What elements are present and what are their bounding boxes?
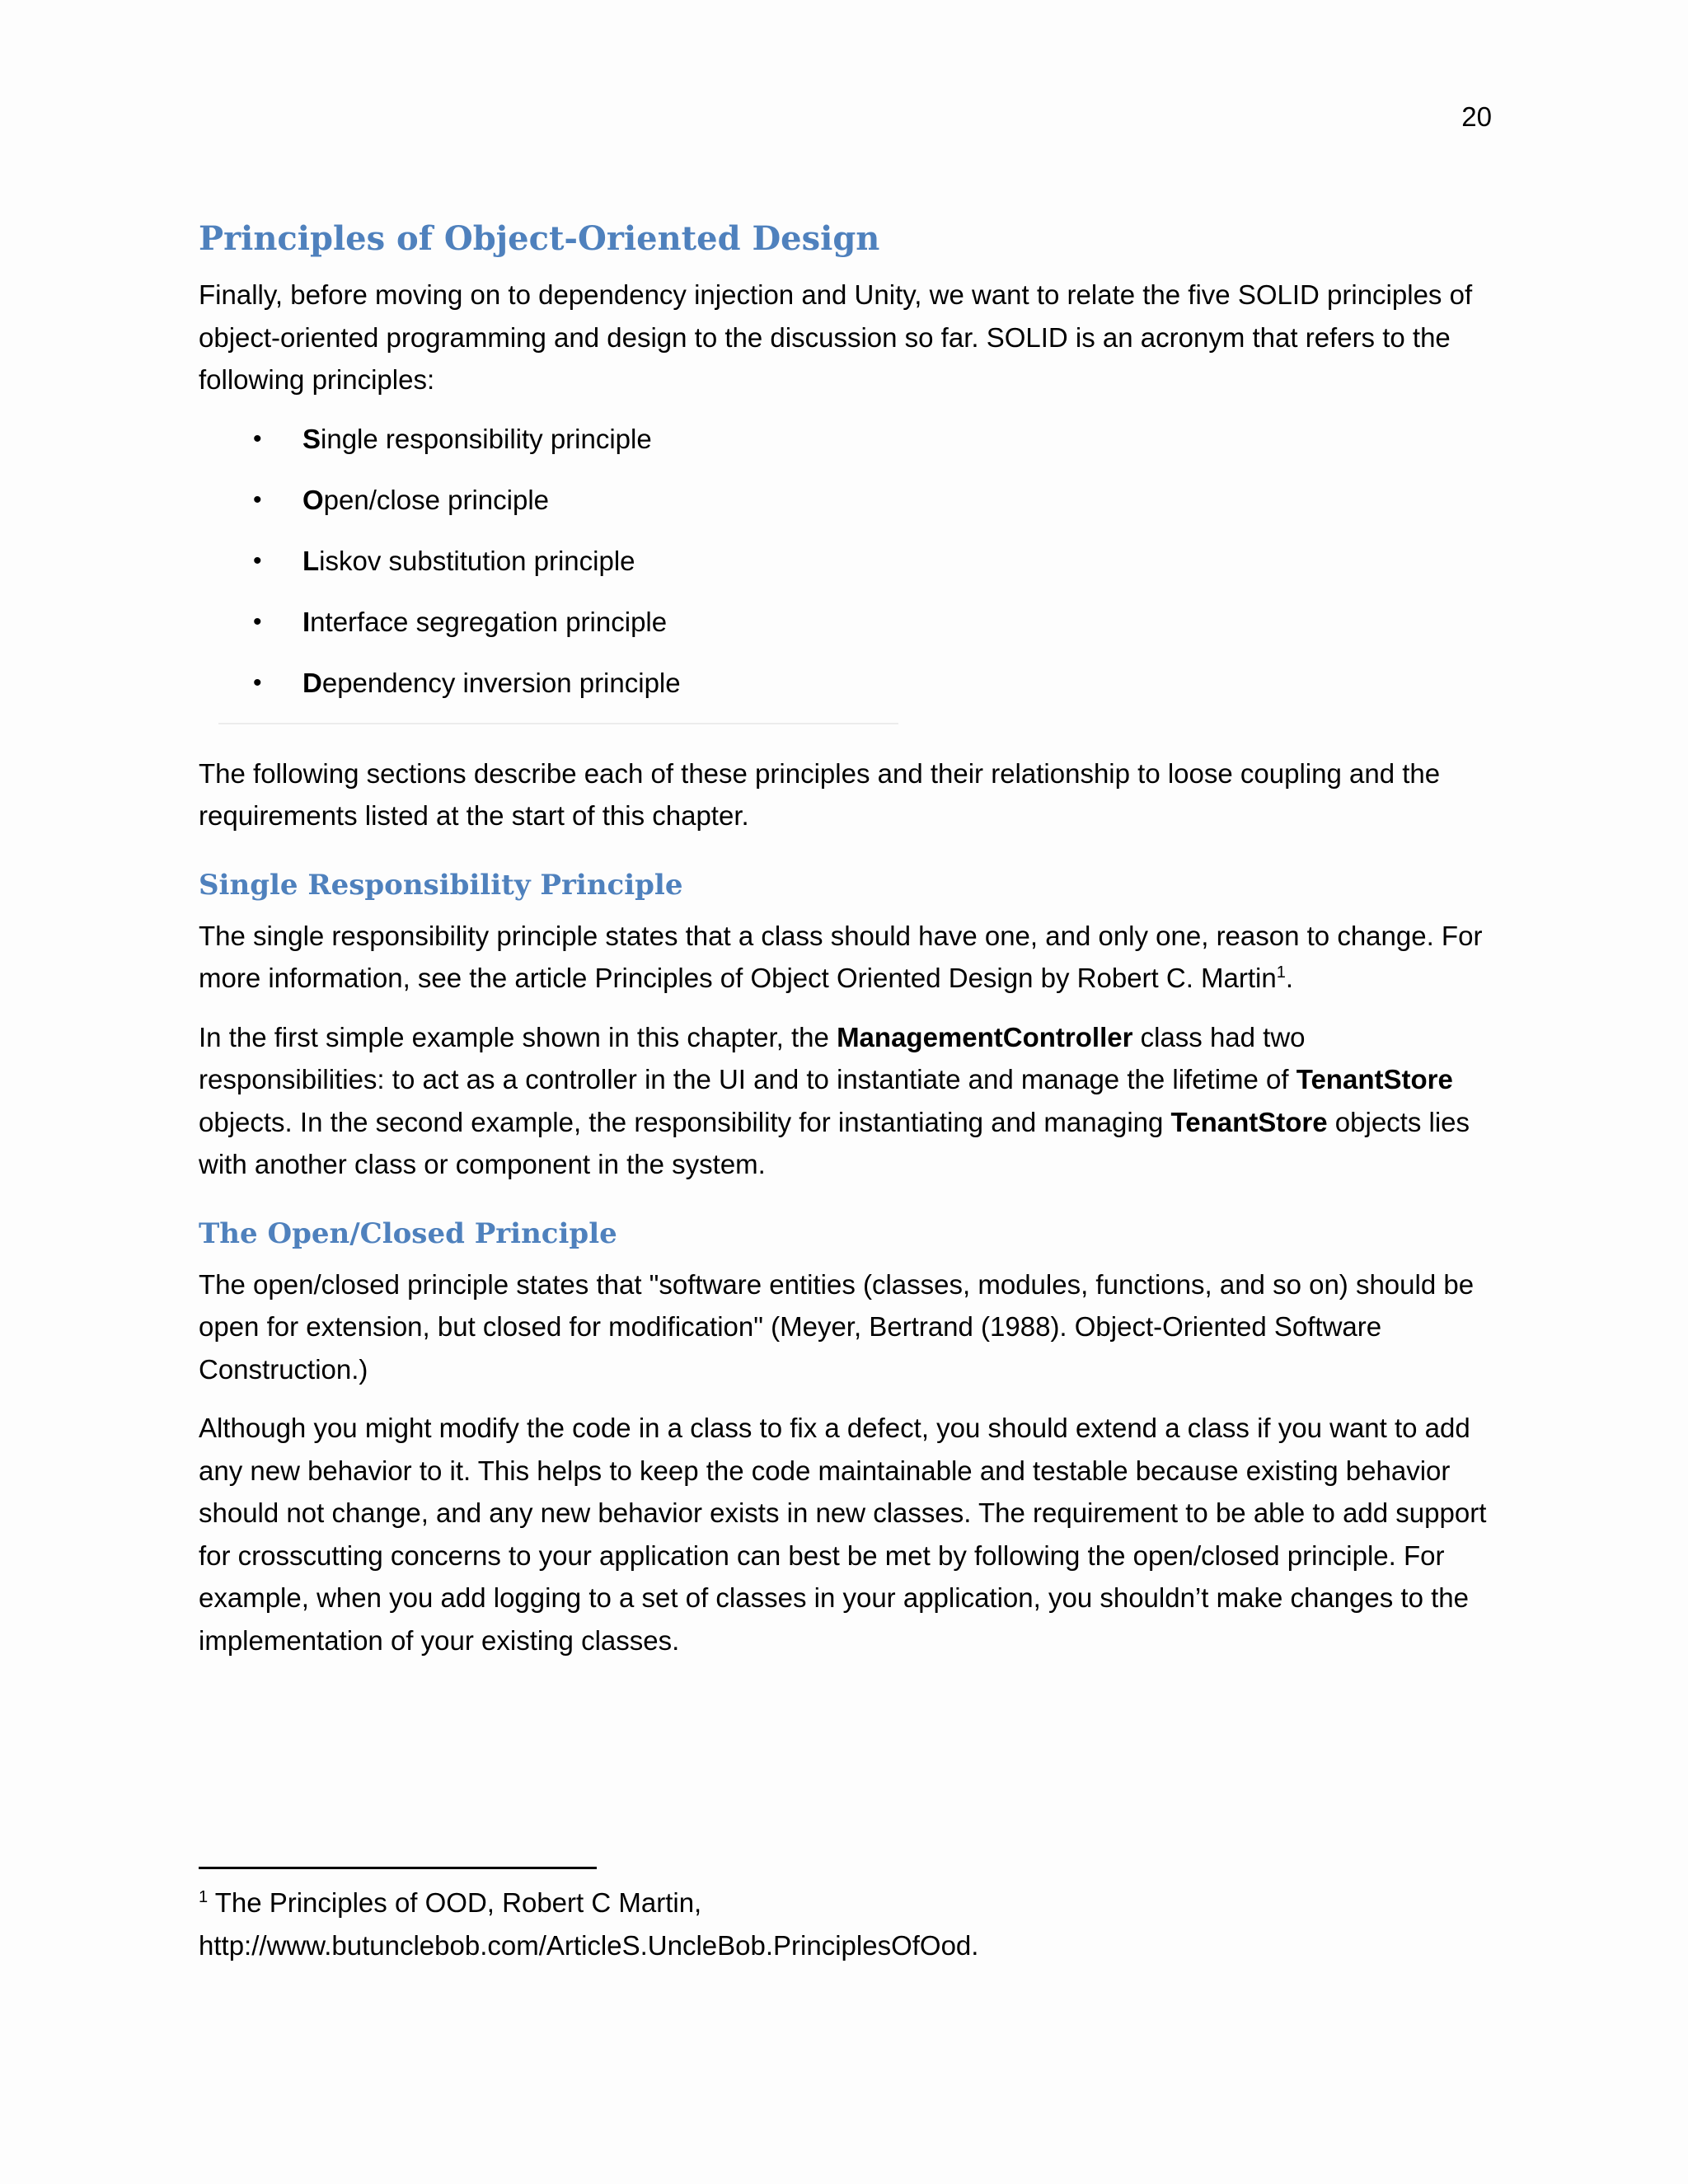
list-item bbox=[199, 662, 1493, 704]
list-divider bbox=[218, 723, 898, 724]
footnote-marker: 1 bbox=[199, 1888, 209, 1906]
intro-paragraph: Finally, before moving on to dependency injection and Unity, we want to relate the five SOLID principles of object-oriented programming and design to the discussion so far. SOLID is an acronym that refers to the following principles: bbox=[199, 279, 1473, 395]
bullet-icon: • bbox=[253, 485, 262, 513]
main-content bbox=[199, 216, 1493, 1678]
footnote-divider bbox=[199, 1867, 597, 1869]
footnote-citation: The Principles of OOD, Robert C Martin, bbox=[208, 1887, 702, 1918]
list-item bbox=[199, 418, 1493, 460]
srp-text: In the first simple example shown in this chapter, the bbox=[199, 1021, 837, 1052]
solid-principles-list bbox=[199, 418, 1493, 704]
class-name: TenantStore bbox=[1170, 1106, 1328, 1137]
bullet-icon: • bbox=[253, 607, 262, 635]
footnote-line-1 bbox=[199, 1882, 1493, 1924]
footnote bbox=[199, 1882, 1493, 1967]
srp-paragraph-1 bbox=[199, 915, 1493, 1000]
page-title: Principles of Object-Oriented Design bbox=[199, 219, 880, 258]
srp-text: class had two responsibilities: to act as a controller in the UI and to instantiate and manage the lifetime of bbox=[199, 1021, 1306, 1094]
principle-initial: D bbox=[302, 667, 322, 698]
list-item bbox=[199, 540, 1493, 582]
bullet-icon: • bbox=[253, 424, 262, 452]
list-item bbox=[199, 601, 1493, 643]
class-name: ManagementController bbox=[837, 1021, 1133, 1052]
ocp-paragraph-1: The open/closed principle states that "software entities (classes, modules, functions, and so on) should be open for extension, but closed for modification" (Meyer, Bertrand (1988). Object-Oriented Software Construction.) bbox=[199, 1268, 1475, 1385]
principle-initial: L bbox=[302, 545, 320, 576]
principle-rest: ependency inversion principle bbox=[321, 667, 681, 698]
srp-text: objects lies with another class or component in the system. bbox=[199, 1106, 1470, 1179]
ocp-heading: The Open/Closed Principle bbox=[199, 1216, 617, 1250]
principle-initial: O bbox=[302, 484, 324, 515]
srp-paragraph-2 bbox=[199, 1016, 1493, 1186]
ocp-paragraph-2: Although you might modify the code in a class to fix a defect, you should extend a class if you want to add any new behavior to it. This helps to keep the code maintainable and testable because existing behavior should not change, and any new behavior exists in new classes. The requirement to be able to add support for crosscutting concerns to your application can best be met by following the open/closed principle. For example, when you add logging to a set of classes in your application, you shouldn’t make changes to the implementation of your existing classes. bbox=[199, 1413, 1487, 1656]
principle-initial: I bbox=[302, 606, 311, 637]
bullet-icon: • bbox=[253, 668, 262, 696]
srp-text: The single responsibility principle states that a class should have one, and only one, reason to change. For more information, see the article Principles of Object Oriented Design by Robert C. Martin bbox=[199, 920, 1483, 993]
principle-rest: nterface segregation principle bbox=[310, 606, 668, 637]
principle-rest: ingle responsibility principle bbox=[321, 423, 652, 454]
principle-initial: S bbox=[302, 423, 321, 454]
page-number: 20 bbox=[1461, 101, 1492, 132]
class-name: TenantStore bbox=[1296, 1064, 1453, 1094]
srp-heading: Single Responsibility Principle bbox=[199, 868, 683, 902]
list-item bbox=[199, 479, 1493, 521]
principle-rest: iskov substitution principle bbox=[319, 545, 635, 576]
principle-rest: pen/close principle bbox=[323, 484, 550, 515]
srp-text: objects. In the second example, the responsibility for instantiating and managing bbox=[199, 1106, 1171, 1137]
footnote-url[interactable]: http://www.butunclebob.com/ArticleS.UncleBob.PrinciplesOfOod. bbox=[199, 1930, 979, 1961]
srp-text-end: . bbox=[1285, 963, 1294, 993]
following-paragraph: The following sections describe each of these principles and their relationship to loose coupling and the requirements listed at the start of this chapter. bbox=[199, 757, 1441, 831]
footnote-ref[interactable]: 1 bbox=[1276, 963, 1286, 982]
bullet-icon: • bbox=[253, 546, 262, 574]
